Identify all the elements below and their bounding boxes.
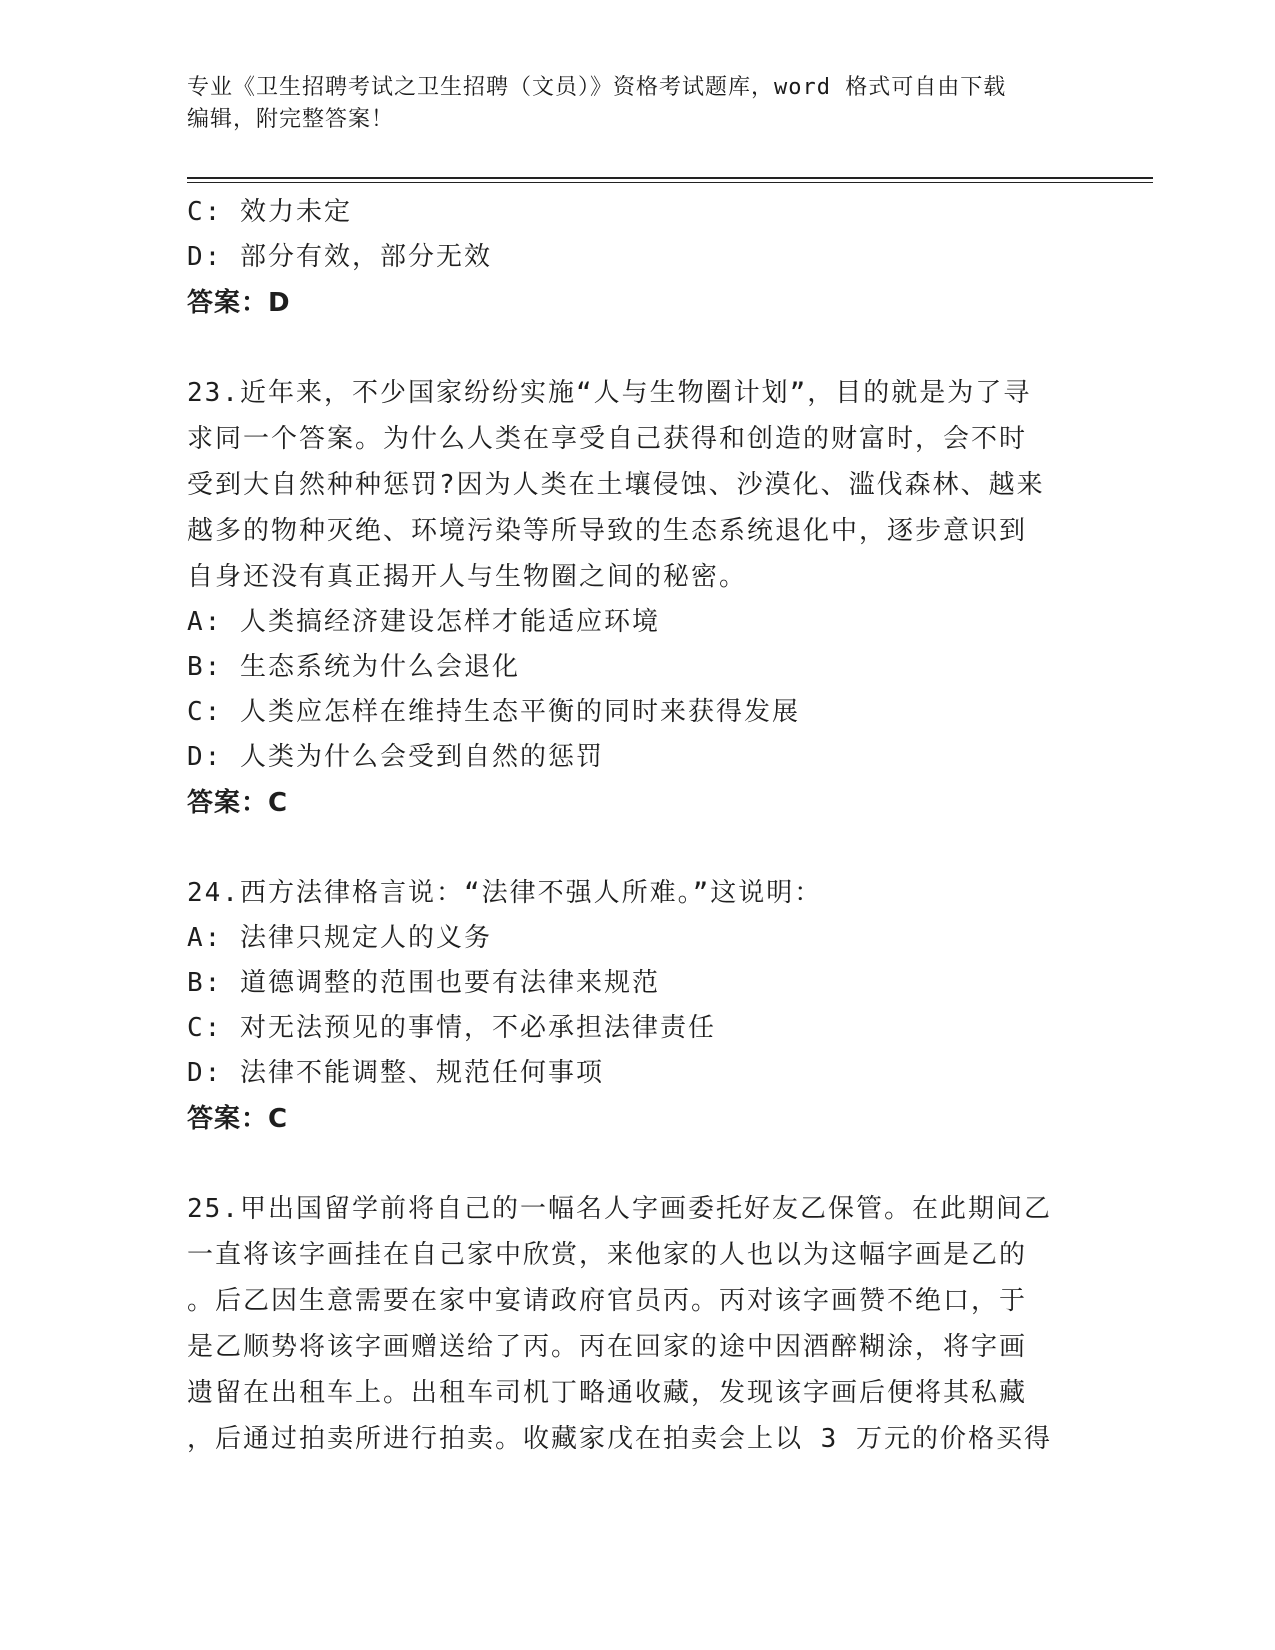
option-label: A: bbox=[187, 607, 223, 637]
question-25 bbox=[187, 1186, 1087, 1462]
option-text: 道德调整的范围也要有法律来规范 bbox=[239, 968, 660, 998]
option-d bbox=[187, 235, 1087, 280]
option-label: D: bbox=[187, 1058, 223, 1088]
option-label: A: bbox=[187, 923, 223, 953]
option-text: 人类应怎样在维持生态平衡的同时来获得发展 bbox=[239, 697, 800, 727]
option-text: 法律只规定人的义务 bbox=[239, 923, 492, 953]
question-text-line: 受到大自然种种惩罚?因为人类在土壤侵蚀、沙漠化、滥伐森林、越来 bbox=[187, 470, 1045, 500]
header-rule-thick bbox=[187, 177, 1153, 179]
option-label: D: bbox=[187, 242, 223, 272]
answer: 答案：D bbox=[187, 288, 291, 318]
answer: 答案：C bbox=[187, 1104, 289, 1134]
option-text: 法律不能调整、规范任何事项 bbox=[239, 1058, 604, 1088]
question-text-line: 是乙顺势将该字画赠送给了丙。丙在回家的途中因酒醉糊涂，将字画 bbox=[187, 1332, 1028, 1362]
option-d bbox=[187, 1051, 1087, 1096]
question-text-line: ，后通过拍卖所进行拍卖。收藏家戊在拍卖会上以 3 万元的价格买得 bbox=[187, 1424, 1052, 1454]
option-text: 对无法预见的事情，不必承担法律责任 bbox=[239, 1013, 716, 1043]
option-label: D: bbox=[187, 742, 223, 772]
option-a bbox=[187, 600, 1087, 645]
question-text-line: 24.西方法律格言说：“法律不强人所难。”这说明： bbox=[187, 878, 823, 908]
option-c bbox=[187, 190, 1087, 235]
option-b bbox=[187, 645, 1087, 690]
option-text: 效力未定 bbox=[239, 197, 352, 227]
question-24 bbox=[187, 870, 1087, 1142]
question-23 bbox=[187, 370, 1087, 826]
question-text-line: 一直将该字画挂在自己家中欣赏，来他家的人也以为这幅字画是乙的 bbox=[187, 1240, 1028, 1270]
question-text-line: 越多的物种灭绝、环境污染等所导致的生态系统退化中，逐步意识到 bbox=[187, 516, 1028, 546]
document-header bbox=[187, 72, 1087, 136]
question-text-line: 25.甲出国留学前将自己的一幅名人字画委托好友乙保管。在此期间乙 bbox=[187, 1194, 1052, 1224]
question-22-tail bbox=[187, 190, 1087, 326]
option-d bbox=[187, 735, 1087, 780]
option-c bbox=[187, 690, 1087, 735]
option-label: B: bbox=[187, 968, 223, 998]
question-text-line: 求同一个答案。为什么人类在享受自己获得和创造的财富时，会不时 bbox=[187, 424, 1028, 454]
option-c bbox=[187, 1006, 1087, 1051]
header-line-2: 编辑，附完整答案！ bbox=[187, 107, 395, 132]
option-text: 生态系统为什么会退化 bbox=[239, 652, 520, 682]
option-label: C: bbox=[187, 197, 223, 227]
question-text-line: 遗留在出租车上。出租车司机丁略通收藏，发现该字画后便将其私藏 bbox=[187, 1378, 1028, 1408]
question-text-line: 自身还没有真正揭开人与生物圈之间的秘密。 bbox=[187, 562, 748, 592]
answer: 答案：C bbox=[187, 788, 289, 818]
header-line-1: 专业《卫生招聘考试之卫生招聘（文员）》资格考试题库，word 格式可自由下载 bbox=[187, 75, 1007, 100]
document-body bbox=[187, 190, 1087, 1462]
option-label: B: bbox=[187, 652, 223, 682]
option-a bbox=[187, 916, 1087, 961]
option-label: C: bbox=[187, 697, 223, 727]
option-label: C: bbox=[187, 1013, 223, 1043]
header-rule-thin bbox=[187, 182, 1153, 183]
option-text: 人类为什么会受到自然的惩罚 bbox=[239, 742, 604, 772]
question-text-line: 23.近年来，不少国家纷纷实施“人与生物圈计划”，目的就是为了寻 bbox=[187, 378, 1032, 408]
question-text-line: 。后乙因生意需要在家中宴请政府官员丙。丙对该字画赞不绝口，于 bbox=[187, 1286, 1028, 1316]
option-b bbox=[187, 961, 1087, 1006]
option-text: 人类搞经济建设怎样才能适应环境 bbox=[239, 607, 660, 637]
option-text: 部分有效，部分无效 bbox=[239, 242, 492, 272]
